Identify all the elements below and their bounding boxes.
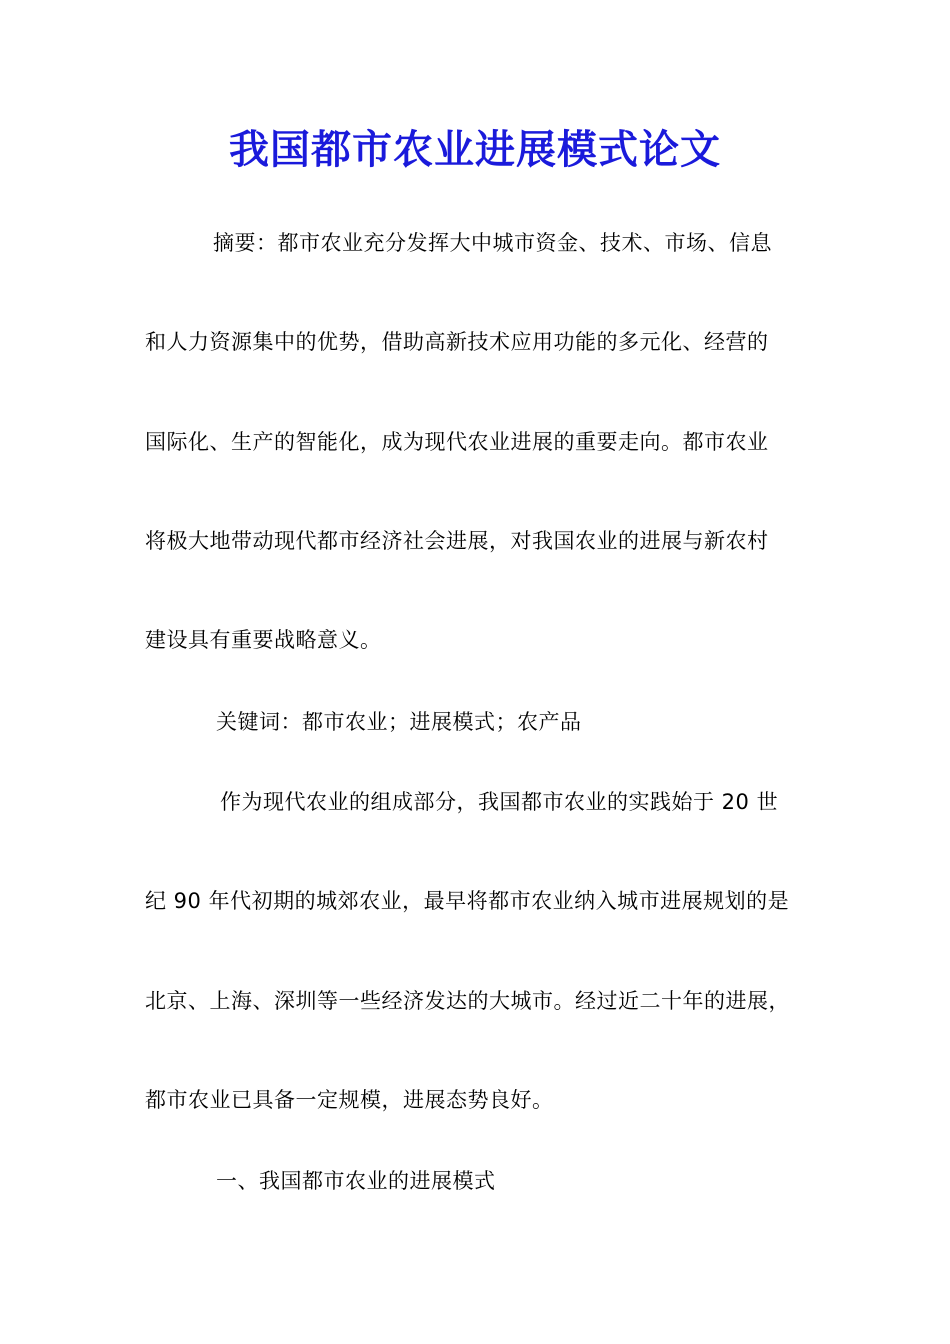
section-heading: 一、我国都市农业的进展模式	[216, 1169, 496, 1193]
intro-line-4: 都市农业已具备一定规模，进展态势良好。	[145, 1088, 554, 1112]
intro-line-2: 纪 90 年代初期的城郊农业，最早将都市农业纳入城市进展规划的是	[145, 889, 790, 913]
intro-line-3: 北京、上海、深圳等一些经济发达的大城市。经过近二十年的进展，	[145, 989, 790, 1013]
abstract-line-5: 建设具有重要战略意义。	[145, 628, 382, 652]
document-title: 我国都市农业进展模式论文	[229, 126, 721, 173]
keywords-line: 关键词：都市农业；进展模式；农产品	[216, 710, 582, 734]
abstract-line-2: 和人力资源集中的优势，借助高新技术应用功能的多元化、经营的	[145, 330, 769, 354]
intro-line-1: 作为现代农业的组成部分，我国都市农业的实践始于 20 世	[220, 790, 779, 814]
abstract-line-3: 国际化、生产的智能化，成为现代农业进展的重要走向。都市农业	[145, 430, 769, 454]
abstract-line-4: 将极大地带动现代都市经济社会进展，对我国农业的进展与新农村	[145, 529, 769, 553]
abstract-line-1: 摘要：都市农业充分发挥大中城市资金、技术、市场、信息	[213, 231, 772, 255]
